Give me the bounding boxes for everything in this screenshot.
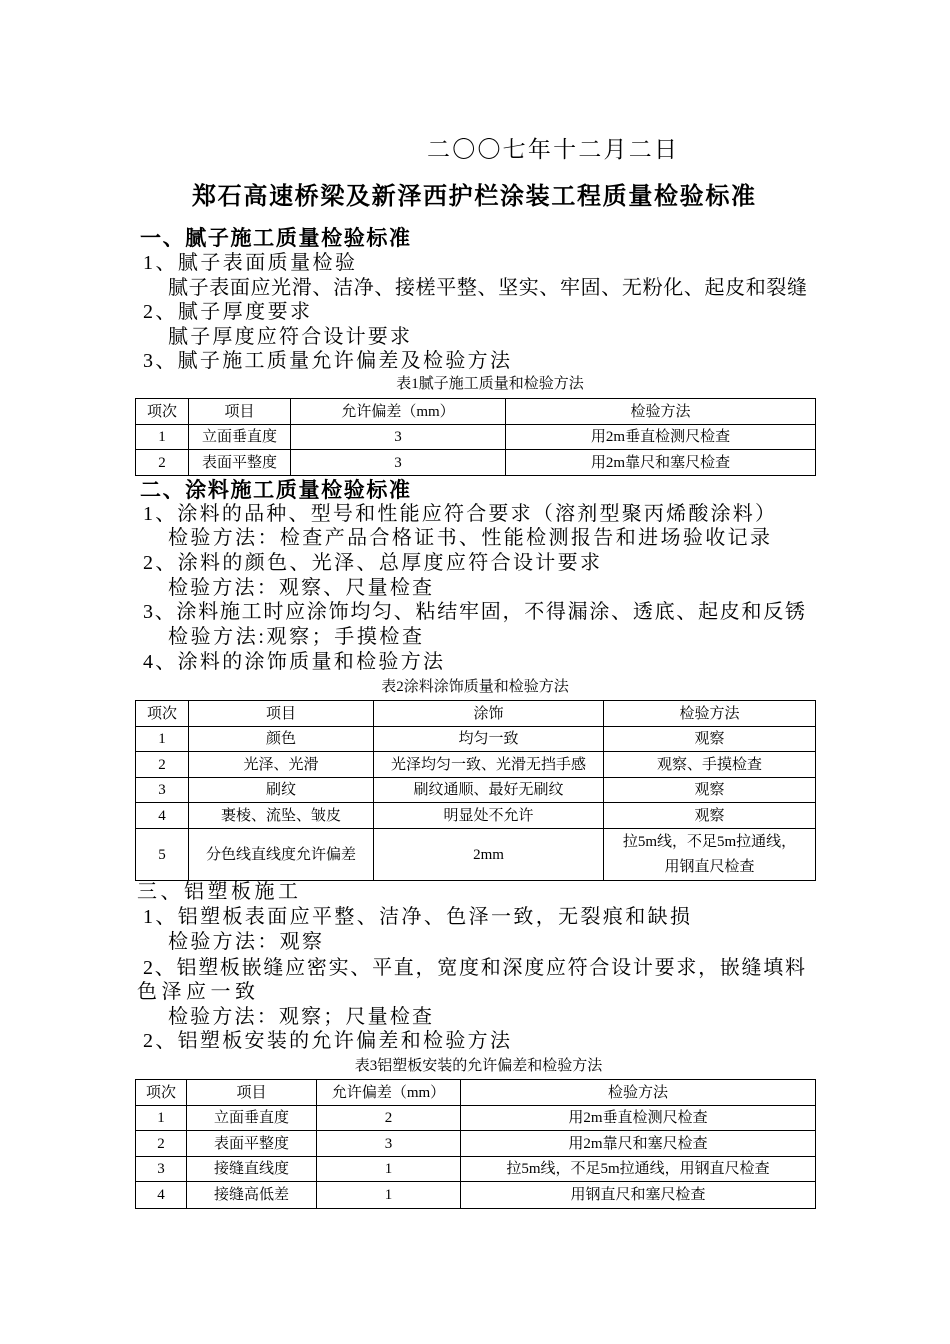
section-1-heading: 一、腻子施工质量检验标准 [140,226,410,250]
cell-index: 5 [136,829,189,881]
cell-item: 接缝高低差 [187,1182,317,1209]
cell-index: 4 [136,1182,187,1209]
cell-tolerance: 3 [317,1131,461,1157]
table-3-aluminum-panel-tolerance [135,1079,816,1209]
cell-tolerance: 3 [291,425,506,450]
cell-finish: 均匀一致 [374,727,604,752]
cell-method-line: 拉5m线，不足5m拉通线， [622,833,797,850]
cell-item: 接缝直线度 [187,1157,317,1182]
cell-item: 表面平整度 [189,450,291,476]
table-header-row [136,399,816,425]
cell-index: 2 [136,1131,187,1157]
header-cell-finish: 涂饰 [374,701,604,727]
cell-method: 观察、手摸检查 [604,752,816,778]
header-cell-method: 检验方法 [461,1080,816,1106]
paragraph-line: 检验方法：观察；尺量检查 [168,1006,432,1028]
paragraph-line: 3、腻子施工质量允许偏差及检验方法 [143,350,510,372]
paragraph-line: 3、涂料施工时应涂饰均匀、粘结牢固，不得漏涂、透底、起皮和反锈 [143,601,805,623]
document-title: 郑石高速桥梁及新泽西护栏涂装工程质量检验标准 [192,184,755,210]
header-cell-tolerance: 允许偏差（mm） [317,1080,461,1106]
paragraph-line: 检验方法：观察 [168,931,322,953]
cell-index: 2 [136,752,189,778]
paragraph-line: 2、铝塑板安装的允许偏差和检验方法 [143,1030,510,1052]
cell-item: 立面垂直度 [189,425,291,450]
table-1-putty-quality [135,398,816,476]
cell-finish: 明显处不允许 [374,803,604,829]
header-cell-item: 项目 [189,399,291,425]
header-cell-method: 检验方法 [506,399,816,425]
cell-index: 1 [136,425,189,450]
cell-method: 用钢直尺和塞尺检查 [461,1182,816,1209]
cell-method: 用2m垂直检测尺检查 [461,1106,816,1131]
paragraph-line: 腻子表面应光滑、洁净、接槎平整、坚实、牢固、无粉化、起皮和裂缝 [168,277,807,299]
cell-finish: 刷纹通顺、最好无刷纹 [374,778,604,803]
cell-method [604,829,816,881]
paragraph-line: 检验方法：检查产品合格证书、性能检测报告和进场验收记录 [168,527,770,549]
cell-tolerance: 1 [317,1157,461,1182]
header-cell-tolerance: 允许偏差（mm） [291,399,506,425]
table-row [136,1182,816,1209]
cell-item: 颜色 [189,727,374,752]
cell-method: 拉5m线，不足5m拉通线，用钢直尺检查 [461,1157,816,1182]
cell-item: 裹棱、流坠、皱皮 [189,803,374,829]
cell-finish: 光泽均匀一致、光滑无挡手感 [374,752,604,778]
header-cell-index: 项次 [136,701,189,727]
cell-index: 3 [136,1157,187,1182]
cell-item: 表面平整度 [187,1131,317,1157]
cell-method: 观察 [604,727,816,752]
cell-index: 2 [136,450,189,476]
cell-item: 立面垂直度 [187,1106,317,1131]
table-row [136,803,816,829]
cell-item: 光泽、光滑 [189,752,374,778]
table-1-caption: 表1腻子施工质量和检验方法 [396,376,584,392]
table-2-caption: 表2涂料涂饰质量和检验方法 [381,679,569,695]
paragraph-line: 1、铝塑板表面应平整、洁净、色泽一致，无裂痕和缺损 [143,906,690,928]
cell-method: 用2m靠尺和塞尺检查 [506,450,816,476]
cell-method: 观察 [604,778,816,803]
table-row [136,778,816,803]
cell-method-line: 用钢直尺检查 [664,858,755,875]
cell-method: 用2m垂直检测尺检查 [506,425,816,450]
paragraph-line: 2、铝塑板嵌缝应密实、平直，宽度和深度应符合设计要求，嵌缝填料 [143,957,805,979]
table-row [136,727,816,752]
cell-item: 刷纹 [189,778,374,803]
cell-method: 观察 [604,803,816,829]
table-row [136,1106,816,1131]
cell-tolerance: 3 [291,450,506,476]
paragraph-line: 2、涂料的颜色、光泽、总厚度应符合设计要求 [143,552,600,574]
cell-item: 分色线直线度允许偏差 [189,829,374,881]
paragraph-line: 色泽应一致 [137,981,255,1003]
header-cell-index: 项次 [136,1080,187,1106]
cell-tolerance: 1 [317,1182,461,1209]
paragraph-line: 4、涂料的涂饰质量和检验方法 [143,651,443,673]
cell-index: 3 [136,778,189,803]
table-header-row [136,701,816,727]
table-row [136,450,816,476]
header-cell-item: 项目 [187,1080,317,1106]
header-cell-item: 项目 [189,701,374,727]
table-row [136,829,816,881]
paragraph-line: 1、涂料的品种、型号和性能应符合要求（溶剂型聚丙烯酸涂料） [143,503,775,525]
paragraph-line: 腻子厚度应符合设计要求 [168,326,410,348]
cell-method: 用2m靠尺和塞尺检查 [461,1131,816,1157]
paragraph-line: 1、腻子表面质量检验 [143,252,355,274]
table-3-caption: 表3铝塑板安装的允许偏差和检验方法 [354,1058,603,1074]
cell-tolerance: 2 [317,1106,461,1131]
paragraph-line: 2、腻子厚度要求 [143,301,310,323]
cell-index: 1 [136,1106,187,1131]
cell-finish: 2mm [374,829,604,881]
table-row [136,425,816,450]
paragraph-line: 检验方法:观察；手摸检查 [168,626,422,648]
section-3-heading: 三、铝塑板施工 [137,881,298,903]
cell-index: 4 [136,803,189,829]
section-2-heading: 二、涂料施工质量检验标准 [140,478,410,502]
cell-index: 1 [136,727,189,752]
table-row [136,1157,816,1182]
table-row [136,752,816,778]
table-2-coating-quality [135,700,816,881]
header-cell-method: 检验方法 [604,701,816,727]
table-row [136,1131,816,1157]
header-cell-index: 项次 [136,399,189,425]
paragraph-line: 检验方法：观察、尺量检查 [168,577,432,599]
document-date: 二〇〇七年十二月二日 [427,137,677,162]
table-header-row [136,1080,816,1106]
